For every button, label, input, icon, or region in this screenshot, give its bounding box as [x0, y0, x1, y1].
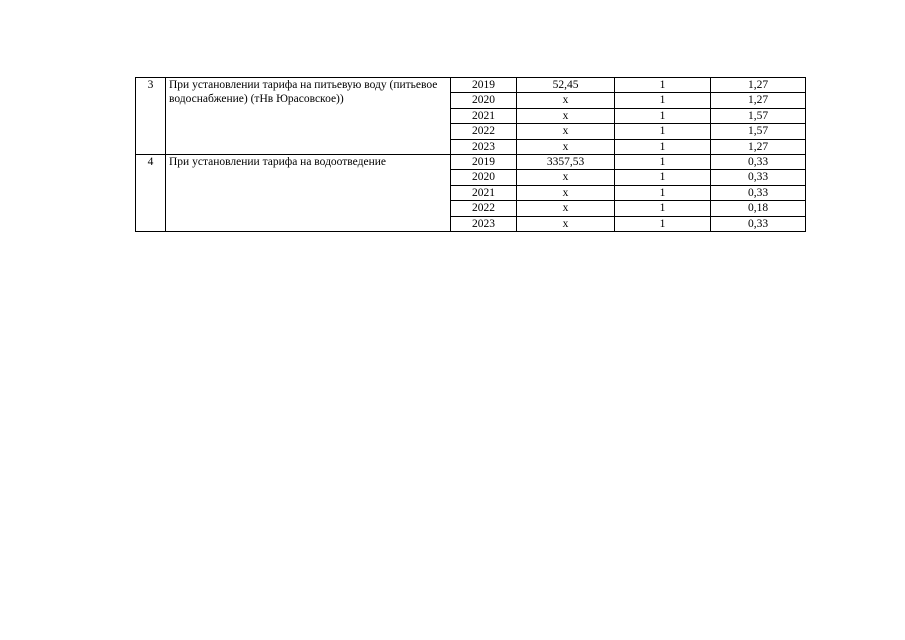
- row-number: 4: [136, 154, 166, 231]
- year-cell: 2020: [451, 170, 517, 185]
- index-cell: 0,33: [711, 154, 806, 169]
- index-cell: 1,27: [711, 78, 806, 93]
- value-cell: х: [517, 108, 615, 123]
- value-cell: х: [517, 124, 615, 139]
- row-description: [166, 78, 451, 155]
- row-description: [166, 154, 451, 231]
- year-cell: 2020: [451, 93, 517, 108]
- coefficient-cell: 1: [615, 93, 711, 108]
- table-row: [136, 154, 806, 169]
- index-cell: 0,18: [711, 201, 806, 216]
- index-cell: 0,33: [711, 170, 806, 185]
- year-cell: 2022: [451, 201, 517, 216]
- coefficient-cell: 1: [615, 185, 711, 200]
- index-cell: 1,27: [711, 139, 806, 154]
- description-text: При установлении тарифа на питьевую воду (питьевое водоснабжение) (тНв Юрасовское)): [169, 79, 438, 105]
- coefficient-cell: 1: [615, 154, 711, 169]
- value-cell: 52,45: [517, 78, 615, 93]
- value-cell: х: [517, 139, 615, 154]
- value-cell: х: [517, 216, 615, 231]
- value-cell: х: [517, 170, 615, 185]
- coefficient-cell: 1: [615, 216, 711, 231]
- description-text: При установлении тарифа на водоотведение: [169, 155, 386, 168]
- coefficient-cell: 1: [615, 170, 711, 185]
- index-cell: 1,57: [711, 124, 806, 139]
- coefficient-cell: 1: [615, 124, 711, 139]
- coefficient-cell: 1: [615, 201, 711, 216]
- index-cell: 1,27: [711, 93, 806, 108]
- index-cell: 0,33: [711, 216, 806, 231]
- coefficient-cell: 1: [615, 78, 711, 93]
- row-number: 3: [136, 78, 166, 155]
- year-cell: 2019: [451, 154, 517, 169]
- coefficient-cell: 1: [615, 108, 711, 123]
- year-cell: 2019: [451, 78, 517, 93]
- table-row: [136, 78, 806, 93]
- value-cell: х: [517, 201, 615, 216]
- coefficient-cell: 1: [615, 139, 711, 154]
- tariff-table: [135, 77, 806, 232]
- year-cell: 2023: [451, 139, 517, 154]
- year-cell: 2022: [451, 124, 517, 139]
- value-cell: х: [517, 185, 615, 200]
- index-cell: 1,57: [711, 108, 806, 123]
- year-cell: 2023: [451, 216, 517, 231]
- value-cell: х: [517, 93, 615, 108]
- year-cell: 2021: [451, 185, 517, 200]
- year-cell: 2021: [451, 108, 517, 123]
- index-cell: 0,33: [711, 185, 806, 200]
- value-cell: 3357,53: [517, 154, 615, 169]
